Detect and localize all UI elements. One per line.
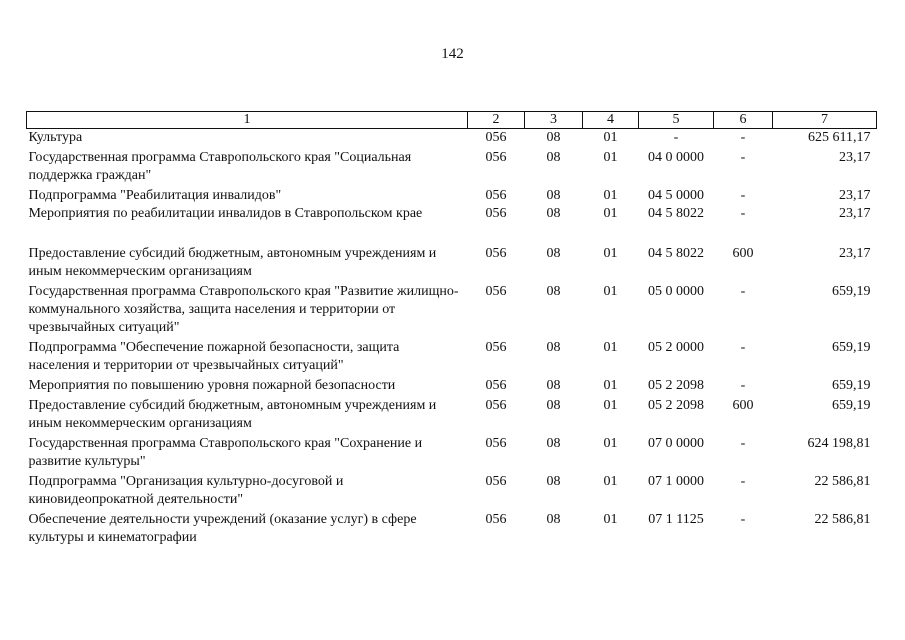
row-subsection-code: 01 <box>603 246 618 261</box>
row-ministry-code: 056 <box>485 130 507 145</box>
page-number: 142 <box>441 46 464 62</box>
column-header: 1 <box>27 112 468 129</box>
row-target-code: 04 5 0000 <box>648 188 704 203</box>
row-amount: 659,19 <box>832 398 871 413</box>
row-ministry-code: 056 <box>485 474 507 489</box>
row-target-code: 05 2 0000 <box>648 340 704 355</box>
table-row <box>27 509 877 547</box>
row-section-code: 08 <box>546 206 561 221</box>
row-amount: 659,19 <box>832 378 871 393</box>
row-ministry-code: 056 <box>485 206 507 221</box>
row-section-code: 08 <box>546 398 561 413</box>
row-expense-type: - <box>740 340 746 355</box>
row-target-code: 04 5 8022 <box>648 206 704 221</box>
row-subsection-code: 01 <box>603 398 618 413</box>
row-amount: 22 586,81 <box>814 474 871 489</box>
row-subsection-code: 01 <box>603 130 618 145</box>
row-name: Государственная программа Ставропольского края "Сохранение и развитие культуры" <box>28 436 423 469</box>
row-section-code: 08 <box>546 512 561 527</box>
row-subsection-code: 01 <box>603 206 618 221</box>
row-section-code: 08 <box>546 436 561 451</box>
row-amount: 625 611,17 <box>808 130 871 145</box>
row-name: Государственная программа Ставропольского края "Развитие жилищно-коммунального хозяйства, защита населения и территории от чрезвычайных ситуаций" <box>28 284 459 335</box>
row-target-code: 07 1 0000 <box>648 474 704 489</box>
table-row <box>27 433 877 471</box>
row-expense-type: 600 <box>732 246 754 261</box>
table-row <box>27 243 877 281</box>
column-header: 6 <box>714 112 773 129</box>
row-target-code: 05 2 2098 <box>648 378 704 393</box>
row-ministry-code: 056 <box>485 398 507 413</box>
table-row <box>27 281 877 337</box>
row-ministry-code: 056 <box>485 246 507 261</box>
row-target-code: 07 0 0000 <box>648 436 704 451</box>
row-subsection-code: 01 <box>603 150 618 165</box>
row-target-code: 07 1 1125 <box>648 512 704 527</box>
table-row <box>27 471 877 509</box>
column-header: 2 <box>468 112 525 129</box>
row-section-code: 08 <box>546 130 561 145</box>
budget-table <box>26 111 877 547</box>
row-name: Предоставление субсидий бюджетным, автономным учреждениям и иным некоммерческим организациям <box>28 246 437 279</box>
row-expense-type: - <box>740 512 746 527</box>
row-expense-type: - <box>740 378 746 393</box>
row-expense-type: - <box>740 474 746 489</box>
row-name: Подпрограмма "Реабилитация инвалидов" <box>28 188 282 203</box>
row-ministry-code: 056 <box>485 188 507 203</box>
row-amount: 23,17 <box>839 150 871 165</box>
row-subsection-code: 01 <box>603 474 618 489</box>
row-target-code: 05 0 0000 <box>648 284 704 299</box>
row-ministry-code: 056 <box>485 340 507 355</box>
row-subsection-code: 01 <box>603 284 618 299</box>
row-name: Государственная программа Ставропольского края "Социальная поддержка граждан" <box>28 150 412 183</box>
row-ministry-code: 056 <box>485 512 507 527</box>
row-section-code: 08 <box>546 284 561 299</box>
row-amount: 659,19 <box>832 284 871 299</box>
column-header: 5 <box>639 112 714 129</box>
table-row <box>27 129 877 148</box>
row-name: Мероприятия по повышению уровня пожарной безопасности <box>28 378 396 393</box>
row-section-code: 08 <box>546 340 561 355</box>
row-subsection-code: 01 <box>603 378 618 393</box>
row-name: Культура <box>28 130 83 145</box>
row-amount: 23,17 <box>839 206 871 221</box>
row-expense-type: - <box>740 188 746 203</box>
row-ministry-code: 056 <box>485 436 507 451</box>
row-ministry-code: 056 <box>485 150 507 165</box>
row-subsection-code: 01 <box>603 340 618 355</box>
column-header: 4 <box>583 112 639 129</box>
column-header: 3 <box>525 112 583 129</box>
column-header: 7 <box>773 112 877 129</box>
row-section-code: 08 <box>546 378 561 393</box>
row-section-code: 08 <box>546 474 561 489</box>
row-expense-type: - <box>740 284 746 299</box>
row-amount: 22 586,81 <box>814 512 871 527</box>
row-target-code: - <box>673 130 679 145</box>
row-target-code: 04 0 0000 <box>648 150 704 165</box>
row-amount: 23,17 <box>839 188 871 203</box>
row-ministry-code: 056 <box>485 378 507 393</box>
row-expense-type: - <box>740 206 746 221</box>
row-expense-type: - <box>740 130 746 145</box>
row-name: Предоставление субсидий бюджетным, автономным учреждениям и иным некоммерческим организациям <box>28 398 437 431</box>
row-section-code: 08 <box>546 188 561 203</box>
row-name: Подпрограмма "Организация культурно-досуговой и киновидеопрокатной деятельности" <box>28 474 344 507</box>
row-target-code: 04 5 8022 <box>648 246 704 261</box>
row-name: Мероприятия по реабилитации инвалидов в Ставропольском крае <box>28 206 423 221</box>
table-row <box>27 185 877 205</box>
table-row <box>27 395 877 433</box>
row-amount: 624 198,81 <box>807 436 871 451</box>
row-ministry-code: 056 <box>485 284 507 299</box>
row-amount: 659,19 <box>832 340 871 355</box>
table-row <box>27 205 877 243</box>
row-target-code: 05 2 2098 <box>648 398 704 413</box>
row-amount: 23,17 <box>839 246 871 261</box>
row-name: Подпрограмма "Обеспечение пожарной безопасности, защита населения и территории от чрезвычайных ситуаций" <box>28 340 400 373</box>
row-subsection-code: 01 <box>603 188 618 203</box>
row-section-code: 08 <box>546 150 561 165</box>
table-header-row <box>27 112 877 129</box>
table-row <box>27 147 877 185</box>
table-row <box>27 375 877 395</box>
row-name: Обеспечение деятельности учреждений (оказание услуг) в сфере культуры и кинематографии <box>28 512 417 545</box>
row-subsection-code: 01 <box>603 436 618 451</box>
row-subsection-code: 01 <box>603 512 618 527</box>
row-expense-type: - <box>740 150 746 165</box>
row-expense-type: 600 <box>732 398 754 413</box>
row-expense-type: - <box>740 436 746 451</box>
table-row <box>27 337 877 375</box>
row-section-code: 08 <box>546 246 561 261</box>
